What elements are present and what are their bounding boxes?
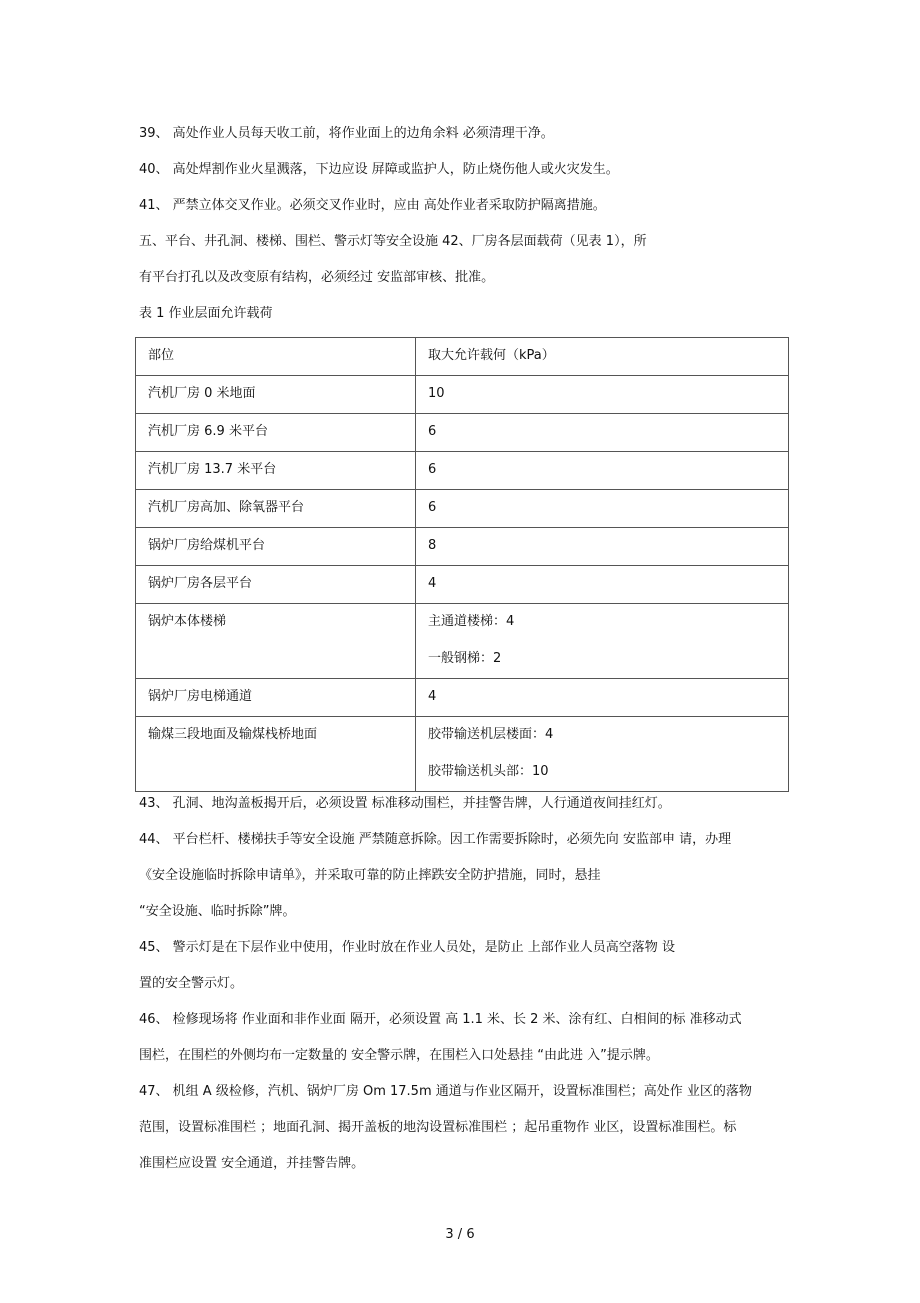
- table-row: [136, 452, 789, 490]
- paragraph-47-line-2: 范围，设置标准围栏 ；地面孔洞、揭开盖板的地沟设置标准围栏 ；起吊重物作 业区，设置标准围栏。标: [139, 1120, 737, 1135]
- table-row: [136, 376, 789, 414]
- load-cell: 胶带输送机层楼面：4 胶带输送机头部：10: [416, 717, 789, 792]
- table-row: [136, 604, 789, 679]
- load-cell: 4: [416, 679, 789, 717]
- header-cell-load: 取大允许载何（kPa）: [416, 338, 789, 376]
- table-row: [136, 717, 789, 792]
- table-caption: 表 1 作业层面允许载荷: [139, 306, 273, 321]
- table-row: [136, 490, 789, 528]
- load-table: [135, 337, 789, 792]
- load-cell: 8: [416, 528, 789, 566]
- location-cell: 锅炉厂房电梯通道: [136, 679, 416, 717]
- paragraph-46: 46、 检修现场将 作业面和非作业面 隔开，必须设置 高 1.1 米、长 2 米、涂有红、白相间的标 准移动式: [139, 1012, 742, 1027]
- table-row: [136, 566, 789, 604]
- paragraph-41: 41、 严禁立体交叉作业。必须交叉作业时，应由 高处作业者采取防护隔离措施。: [139, 198, 606, 213]
- paragraph-44-line-2: 《安全设施临时拆除申请单》，并采取可靠的防止摔跌安全防护措施，同时，悬挂: [139, 868, 601, 883]
- location-cell: 汽机厂房 0 米地面: [136, 376, 416, 414]
- location-cell: 锅炉厂房给煤机平台: [136, 528, 416, 566]
- paragraph-45-line-2: 置的安全警示灯。: [139, 976, 244, 991]
- paragraph-46-line-2: 围栏，在围栏的外侧均布一定数量的 安全警示牌，在围栏入口处悬挂 “由此进 入”提示牌。: [139, 1048, 659, 1063]
- table-row: [136, 414, 789, 452]
- section-5-heading: 五、平台、井孔洞、楼梯、围栏、警示灯等安全设施 42、厂房各层面载荷（见表 1），所: [139, 234, 647, 249]
- paragraph-44-line-3: “安全设施、临时拆除”牌。: [139, 904, 296, 919]
- location-cell: 锅炉本体楼梯: [136, 604, 416, 679]
- paragraph-47: 47、 机组 A 级检修，汽机、锅炉厂房 Om 17.5m 通道与作业区隔开，设置标准围栏；高处作 业区的落物: [139, 1084, 752, 1099]
- load-cell: 6: [416, 414, 789, 452]
- load-cell: 6: [416, 452, 789, 490]
- paragraph-40: 40、 高处焊割作业火星溅落，下边应设 屏障或监护人，防止烧伤他人或火灾发生。: [139, 162, 619, 177]
- paragraph-39: 39、 高处作业人员每天收工前，将作业面上的边角余料 必须清理干净。: [139, 126, 554, 141]
- location-cell: 汽机厂房 6.9 米平台: [136, 414, 416, 452]
- paragraph-45: 45、 警示灯是在下层作业中使用，作业时放在作业人员处，是防止 上部作业人员高空落物 设: [139, 940, 675, 955]
- load-cell: 主通道楼梯：4 一般钢梯：2: [416, 604, 789, 679]
- load-cell: 6: [416, 490, 789, 528]
- paragraph-42-cont: 有平台打孔以及改变原有结构，必须经过 安监部审核、批准。: [139, 270, 495, 285]
- location-cell: 汽机厂房高加、除氧器平台: [136, 490, 416, 528]
- paragraph-44: 44、 平台栏杆、楼梯扶手等安全设施 严禁随意拆除。因工作需要拆除时，必须先向 安监部申 请，办理: [139, 832, 732, 847]
- location-cell: 锅炉厂房各层平台: [136, 566, 416, 604]
- load-cell: 10: [416, 376, 789, 414]
- paragraph-43: 43、 孔洞、地沟盖板揭开后，必须设置 标准移动围栏，并挂警告牌，人行通道夜间挂红灯。: [139, 796, 671, 811]
- load-cell: 4: [416, 566, 789, 604]
- table-header-row: [136, 338, 789, 376]
- table-row: [136, 528, 789, 566]
- page-number: 3 / 6: [445, 1227, 475, 1242]
- header-cell-location: 部位: [136, 338, 416, 376]
- location-cell: 汽机厂房 13.7 米平台: [136, 452, 416, 490]
- location-cell: 输煤三段地面及输煤栈桥地面: [136, 717, 416, 792]
- paragraph-47-line-3: 准围栏应设置 安全通道，并挂警告牌。: [139, 1156, 365, 1171]
- table-row: [136, 679, 789, 717]
